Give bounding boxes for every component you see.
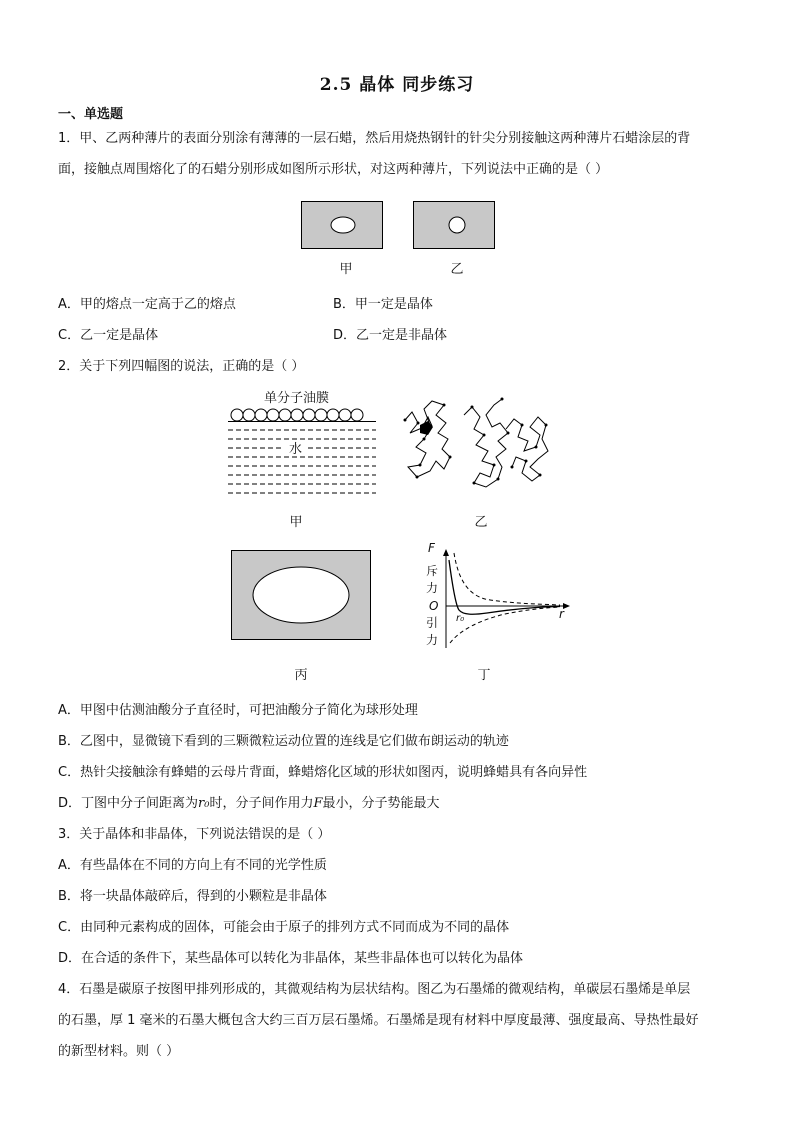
brownian-track-2 [464,399,508,487]
q2-option-d-prefix: D．丁图中分子间距离为 [58,796,199,811]
q3-option-c[interactable]: C．由同种元素构成的固体，可能会由于原子的排列方式不同而成为不同的晶体 [58,920,510,935]
q3-option-a[interactable]: A．有些晶体在不同的方向上有不同的光学性质 [58,858,327,873]
q4-stem-line-2: 的石墨，厚 1 毫米的石墨大概包含大约三百万层石墨烯。石墨烯是现有材料中厚度最薄、强度最高、导热性最好 [58,1013,699,1028]
q2-option-d-suffix: 最小，分子势能最大 [322,796,440,811]
q2-caption-jia: 甲 [289,515,303,530]
q2-option-d[interactable] [58,795,440,813]
q2-option-a[interactable]: A．甲图中估测油酸分子直径时，可把油酸分子简化为球形处理 [58,703,418,718]
q1-option-d[interactable]: D．乙一定是非晶体 [333,328,448,343]
q2-caption-ding: 丁 [477,668,491,683]
svg-text:力: 力 [426,633,439,647]
q1-option-a[interactable]: A．甲的熔点一定高于乙的熔点 [58,297,236,312]
q2-figure-ding [425,540,575,652]
q2-water-label: 水 [289,442,303,457]
repulsion-curve [454,553,560,605]
q2-figure-jia [228,388,378,498]
q2-option-c[interactable]: C．热针尖接触涂有蜂蜡的云母片背面，蜂蜡熔化区域的形状如图丙，说明蜂蜡具有各向异性 [58,765,588,780]
q2-option-d-var-r0: r₀ [198,796,210,811]
q2-figure-bing [231,550,371,640]
oil-molecules [231,409,363,421]
q1-caption-jia: 甲 [339,262,353,277]
q2-caption-yi: 乙 [474,515,488,530]
q3-stem: 3．关于晶体和非晶体，下列说法错误的是（ ） [58,827,331,842]
svg-text:力: 力 [426,581,439,595]
ding-axis-r: r [559,607,564,621]
ding-axis-f: F [428,541,435,555]
water-lines [228,422,376,494]
q1-yi-melt-circle [449,217,465,233]
brownian-track-3 [506,417,548,481]
q1-option-c[interactable]: C．乙一定是晶体 [58,328,159,343]
q2-caption-bing: 丙 [294,668,308,683]
bing-melt-ellipse [253,567,349,623]
q1-figure-jia [301,201,383,249]
brownian-track-1 [405,401,450,477]
q2-option-b[interactable]: B．乙图中，显微镜下看到的三颗微粒运动位置的连线是它们做布朗运动的轨迹 [58,734,509,749]
q4-stem-line-1: 4．石墨是碳原子按图甲排列形成的，其微观结构为层状结构。图乙为石墨烯的微观结构，单碳层石墨烯是单层 [58,982,691,997]
q1-caption-yi: 乙 [450,262,464,277]
q2-figure-yi [402,395,552,490]
ding-r0-label: r₀ [456,613,465,624]
q3-option-d[interactable]: D．在合适的条件下，某些晶体可以转化为非晶体，某些非晶体也可以转化为晶体 [58,951,524,966]
q1-figure-yi [413,201,495,249]
q2-option-d-var-f: F [313,796,323,811]
q1-option-b[interactable]: B．甲一定是晶体 [333,297,433,312]
attraction-curve [450,607,560,643]
q2-option-d-mid: 时，分子间作用力 [209,796,314,811]
section-heading: 一、单选题 [58,107,124,122]
q4-stem-line-3: 的新型材料。则（ ） [58,1044,180,1059]
q1-stem-line-2: 面，接触点周围熔化了的石蜡分别形成如图所示形状，对这两种薄片，下列说法中正确的是（ ） [58,162,609,177]
q3-option-b[interactable]: B．将一块晶体敲碎后，得到的小颗粒是非晶体 [58,889,327,904]
ding-origin: O [429,599,439,613]
ding-label-yinli: 引 [426,616,439,630]
q2-stem: 2．关于下列四幅图的说法，正确的是（ ） [58,359,305,374]
page-title: 2.5 晶体 同步练习 [319,75,475,95]
q2-jia-label: 单分子油膜 [264,391,330,406]
q1-stem-line-1: 1．甲、乙两种薄片的表面分别涂有薄薄的一层石蜡，然后用烧热钢针的针尖分别接触这两种薄片石蜡涂层的背 [58,131,691,146]
q1-jia-melt-ellipse [331,217,355,233]
ding-label-chili: 斥 [426,564,439,578]
